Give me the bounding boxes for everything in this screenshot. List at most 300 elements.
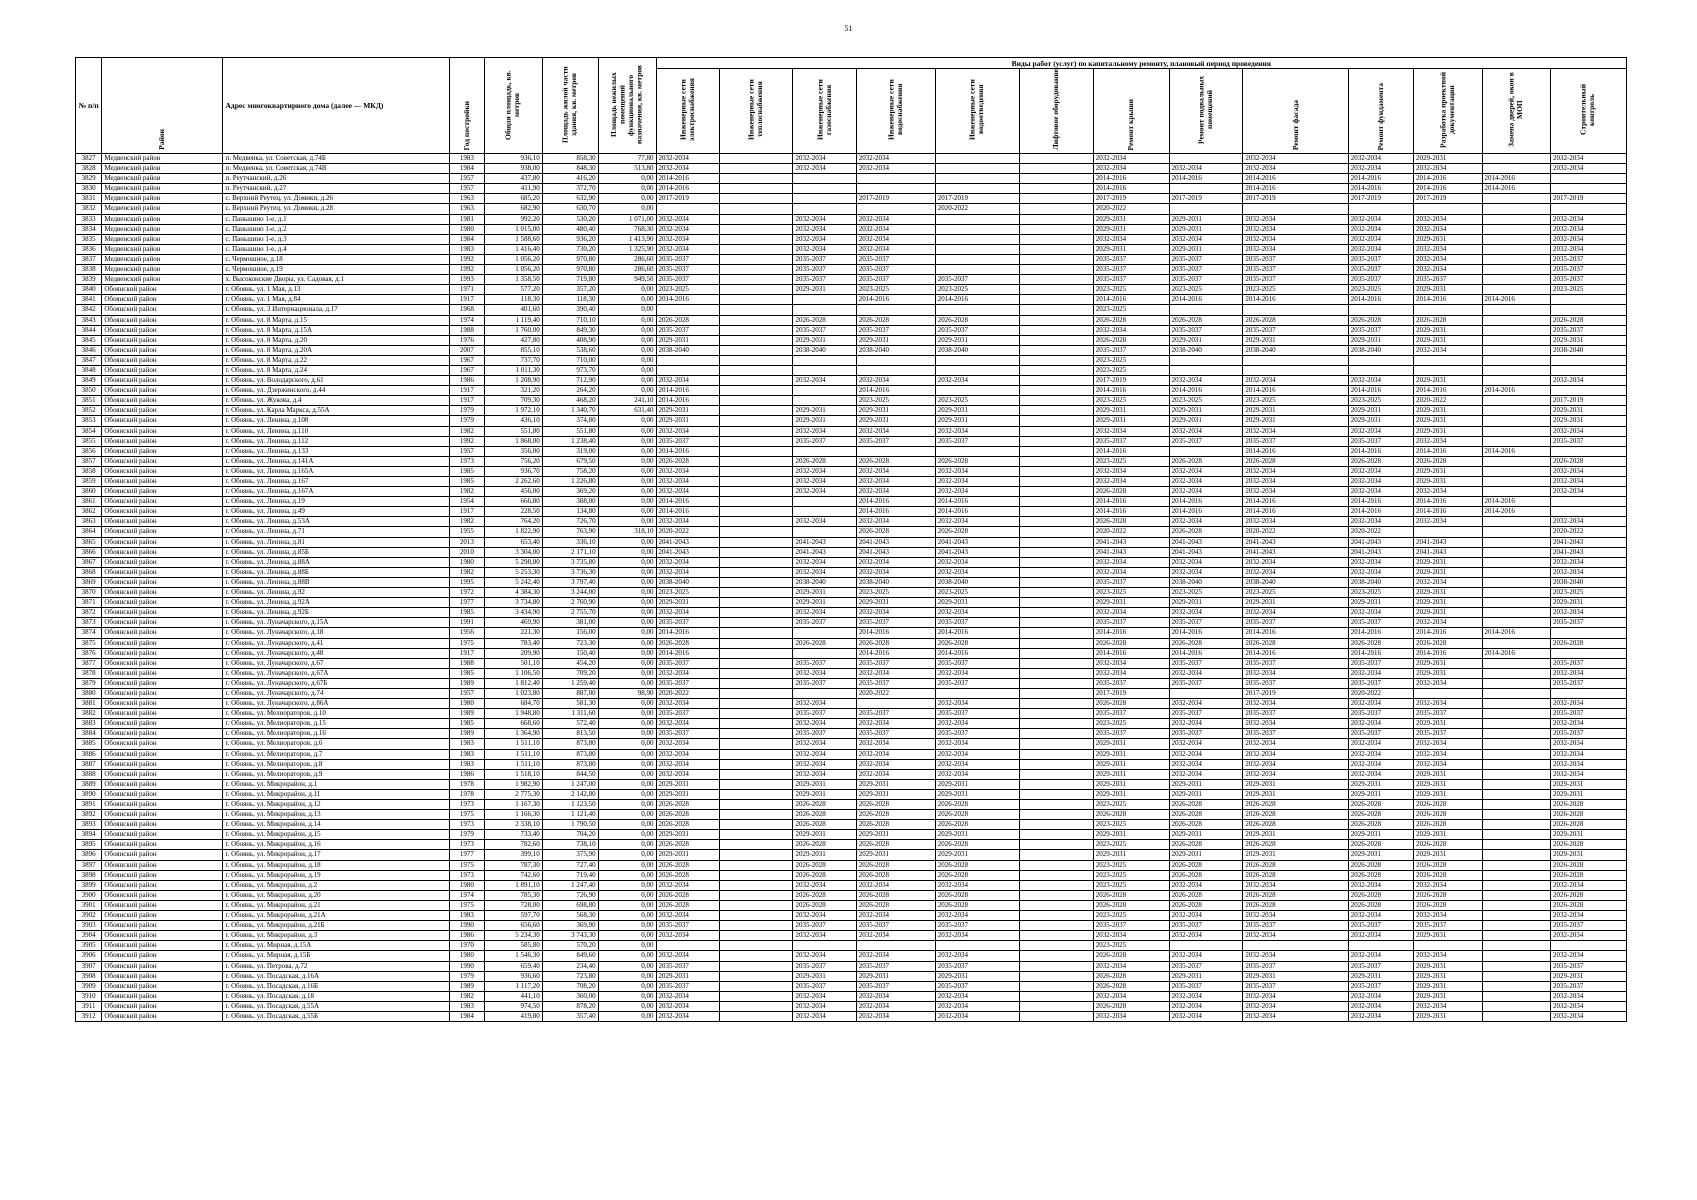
table-cell: 2029-2031 bbox=[793, 588, 856, 598]
table-cell bbox=[856, 184, 935, 194]
table-cell: г. Обоянь, ул. Дзержинского, д.44 bbox=[223, 386, 450, 396]
table-cell: 0,00 bbox=[598, 608, 656, 618]
table-cell bbox=[1019, 709, 1093, 719]
table-cell: 719,80 bbox=[542, 275, 598, 285]
table-cell: 3891 bbox=[76, 800, 102, 810]
table-cell: г. Обоянь, ул. Микрорайон, д.17 bbox=[223, 850, 450, 860]
table-cell: 2032-2034 bbox=[935, 567, 1019, 577]
table-cell: 0,00 bbox=[598, 537, 656, 547]
table-row bbox=[76, 537, 1627, 547]
table-cell: 2035-2037 bbox=[856, 275, 935, 285]
table-cell: 3834 bbox=[76, 224, 102, 234]
table-cell: г. Обоянь, ул. Микрорайон, д.21А bbox=[223, 911, 450, 921]
table-cell: 1980 bbox=[450, 880, 485, 890]
table-cell: 401,60 bbox=[484, 305, 542, 315]
table-cell bbox=[1482, 466, 1550, 476]
table-cell: 2014-2016 bbox=[1482, 648, 1550, 658]
table-cell: с. Чермошное, д.19 bbox=[223, 265, 450, 275]
table-cell: 2032-2034 bbox=[1348, 911, 1413, 921]
table-cell bbox=[935, 164, 1019, 174]
table-cell bbox=[719, 234, 793, 244]
table-cell: 2032-2034 bbox=[856, 759, 935, 769]
table-cell: 970,80 bbox=[542, 254, 598, 264]
table-cell: Обоянский район bbox=[102, 577, 223, 587]
table-cell: 2026-2028 bbox=[793, 900, 856, 910]
table-cell: 2035-2037 bbox=[1093, 678, 1169, 688]
table-cell: 1917 bbox=[450, 396, 485, 406]
table-cell: 1988 bbox=[450, 325, 485, 335]
table-cell: 2038-2040 bbox=[1550, 345, 1626, 355]
table-cell: 2035-2037 bbox=[1093, 265, 1169, 275]
table-cell: 727,40 bbox=[542, 860, 598, 870]
table-cell: г. Обоянь, ул. Луначарского, д.74 bbox=[223, 688, 450, 698]
table-cell: 873,80 bbox=[542, 759, 598, 769]
table-cell: 2035-2037 bbox=[935, 658, 1019, 668]
table-cell: 3892 bbox=[76, 810, 102, 820]
table-cell: 2035-2037 bbox=[1550, 729, 1626, 739]
table-cell: г. Обоянь, ул. Мелиораторов, д.7 bbox=[223, 749, 450, 759]
table-cell: 2014-2016 bbox=[1169, 497, 1243, 507]
table-cell bbox=[1482, 840, 1550, 850]
table-cell bbox=[1019, 699, 1093, 709]
table-cell: Медвенский район bbox=[102, 154, 223, 164]
table-cell: 738,10 bbox=[542, 840, 598, 850]
table-cell: 2032-2034 bbox=[1550, 487, 1626, 497]
table-cell: 936,70 bbox=[484, 466, 542, 476]
table-cell: 723,80 bbox=[542, 971, 598, 981]
table-cell: г. Обоянь, ул. Микрорайон, д.19 bbox=[223, 870, 450, 880]
table-cell: 2029-2031 bbox=[1414, 991, 1482, 1001]
table-cell bbox=[935, 244, 1019, 254]
table-cell: 3835 bbox=[76, 234, 102, 244]
table-cell bbox=[1414, 305, 1482, 315]
table-cell: 2029-2031 bbox=[1414, 376, 1482, 386]
header-work-5: Лифтовое оборудование bbox=[1019, 69, 1093, 154]
table-cell bbox=[1019, 497, 1093, 507]
table-cell: 3877 bbox=[76, 658, 102, 668]
table-cell: 2026-2028 bbox=[793, 840, 856, 850]
table-cell: Обоянский район bbox=[102, 588, 223, 598]
table-cell bbox=[1550, 688, 1626, 698]
table-cell: 2038-2040 bbox=[1348, 345, 1413, 355]
table-cell: 2026-2028 bbox=[856, 800, 935, 810]
table-cell bbox=[793, 194, 856, 204]
table-cell: 2026-2028 bbox=[1093, 1001, 1169, 1011]
table-cell: 2014-2016 bbox=[856, 648, 935, 658]
table-cell: 1 982,90 bbox=[484, 779, 542, 789]
table-cell: 2032-2034 bbox=[656, 234, 719, 244]
table-cell bbox=[1550, 386, 1626, 396]
table-cell: 2035-2037 bbox=[856, 981, 935, 991]
table-cell: 2026-2028 bbox=[1550, 315, 1626, 325]
table-row bbox=[76, 890, 1627, 900]
table-cell: 2035-2037 bbox=[793, 254, 856, 264]
table-cell: 3842 bbox=[76, 305, 102, 315]
table-cell: г. Обоянь, ул. 8 Марта, д.15 bbox=[223, 315, 450, 325]
table-row bbox=[76, 800, 1627, 810]
table-cell: 2041-2043 bbox=[1169, 537, 1243, 547]
table-cell: 1967 bbox=[450, 365, 485, 375]
table-row bbox=[76, 325, 1627, 335]
table-cell: 0,00 bbox=[598, 477, 656, 487]
table-cell: 2032-2034 bbox=[1243, 769, 1348, 779]
table-cell: 3905 bbox=[76, 941, 102, 951]
table-cell: 2035-2037 bbox=[1550, 658, 1626, 668]
table-row bbox=[76, 648, 1627, 658]
table-cell bbox=[793, 305, 856, 315]
table-cell: 2029-2031 bbox=[1414, 830, 1482, 840]
table-cell: 2032-2034 bbox=[656, 719, 719, 729]
table-cell: 1917 bbox=[450, 295, 485, 305]
table-cell: 2014-2016 bbox=[1243, 295, 1348, 305]
table-cell: 3846 bbox=[76, 345, 102, 355]
table-cell: с. Паньшино 1-е, д.1 bbox=[223, 214, 450, 224]
table-cell: Медвенский район bbox=[102, 194, 223, 204]
table-cell: 3845 bbox=[76, 335, 102, 345]
table-cell: 2041-2043 bbox=[1414, 547, 1482, 557]
table-cell: 2032-2034 bbox=[1550, 1011, 1626, 1021]
table-cell: 2041-2043 bbox=[1348, 537, 1413, 547]
table-cell: 2035-2037 bbox=[656, 678, 719, 688]
table-cell: 419,80 bbox=[484, 1011, 542, 1021]
table-cell: 666,80 bbox=[484, 497, 542, 507]
table-cell: 2026-2028 bbox=[856, 900, 935, 910]
table-cell bbox=[1019, 668, 1093, 678]
table-cell: 2032-2034 bbox=[1348, 1001, 1413, 1011]
table-cell: 2014-2016 bbox=[856, 628, 935, 638]
table-cell: 2032-2034 bbox=[1414, 880, 1482, 890]
table-cell: г. Обоянь, ул. Ленина, д.19 bbox=[223, 497, 450, 507]
table-cell: 2029-2031 bbox=[1414, 557, 1482, 567]
table-cell: 1973 bbox=[450, 840, 485, 850]
table-cell: 3848 bbox=[76, 365, 102, 375]
table-cell: Медвенский район bbox=[102, 164, 223, 174]
table-cell: 3908 bbox=[76, 971, 102, 981]
table-cell: 2032-2034 bbox=[1550, 557, 1626, 567]
table-cell bbox=[1019, 224, 1093, 234]
table-cell bbox=[719, 749, 793, 759]
table-cell: 2023-2025 bbox=[1243, 588, 1348, 598]
table-cell: 2032-2034 bbox=[793, 234, 856, 244]
table-cell: 1973 bbox=[450, 456, 485, 466]
table-cell bbox=[719, 830, 793, 840]
table-cell: 2035-2037 bbox=[1414, 275, 1482, 285]
table-cell: 2026-2028 bbox=[856, 810, 935, 820]
table-cell: 2035-2037 bbox=[793, 436, 856, 446]
table-cell bbox=[1243, 365, 1348, 375]
table-cell: 2032-2034 bbox=[1243, 951, 1348, 961]
table-row bbox=[76, 487, 1627, 497]
table-cell bbox=[719, 991, 793, 1001]
table-cell: 2029-2031 bbox=[1348, 789, 1413, 799]
table-cell: Обоянский район bbox=[102, 557, 223, 567]
table-cell bbox=[1019, 779, 1093, 789]
table-row bbox=[76, 577, 1627, 587]
table-cell: 3909 bbox=[76, 981, 102, 991]
table-cell: 2032-2034 bbox=[793, 759, 856, 769]
table-cell: 513,80 bbox=[598, 164, 656, 174]
table-cell bbox=[719, 456, 793, 466]
table-row bbox=[76, 991, 1627, 1001]
table-cell: 2035-2037 bbox=[1093, 577, 1169, 587]
table-cell bbox=[1482, 719, 1550, 729]
table-cell: 2032-2034 bbox=[1550, 234, 1626, 244]
table-cell: 2032-2034 bbox=[793, 517, 856, 527]
table-cell bbox=[719, 244, 793, 254]
table-cell: 0,00 bbox=[598, 466, 656, 476]
table-cell: 2029-2031 bbox=[935, 779, 1019, 789]
table-cell: 2032-2034 bbox=[1348, 951, 1413, 961]
table-cell: 360,00 bbox=[542, 991, 598, 1001]
table-cell: 2032-2034 bbox=[1093, 234, 1169, 244]
table-cell: г. Обоянь, ул. Микрорайон, д.14 bbox=[223, 820, 450, 830]
table-cell: 783,40 bbox=[484, 638, 542, 648]
table-cell bbox=[1482, 244, 1550, 254]
table-cell: 858,30 bbox=[542, 154, 598, 164]
table-row bbox=[76, 911, 1627, 921]
table-cell: г. Обоянь, ул. Ленина, д.167 bbox=[223, 477, 450, 487]
table-cell bbox=[1414, 355, 1482, 365]
table-cell: 2014-2016 bbox=[1348, 446, 1413, 456]
table-cell: 2014-2016 bbox=[935, 648, 1019, 658]
table-row bbox=[76, 154, 1627, 164]
table-cell bbox=[719, 487, 793, 497]
table-cell: 2032-2034 bbox=[1169, 477, 1243, 487]
table-cell: 2026-2028 bbox=[793, 800, 856, 810]
table-cell: 992,20 bbox=[484, 214, 542, 224]
table-cell bbox=[719, 386, 793, 396]
table-cell: 2029-2031 bbox=[935, 416, 1019, 426]
table-cell: 2014-2016 bbox=[1414, 507, 1482, 517]
table-cell: 2026-2028 bbox=[856, 315, 935, 325]
table-row bbox=[76, 275, 1627, 285]
table-cell bbox=[719, 890, 793, 900]
table-cell: 2032-2034 bbox=[856, 234, 935, 244]
table-cell: 2026-2028 bbox=[1093, 638, 1169, 648]
table-cell: 2032-2034 bbox=[793, 557, 856, 567]
table-cell: 375,90 bbox=[542, 850, 598, 860]
table-cell: 2 760,90 bbox=[542, 598, 598, 608]
table-cell: 2023-2025 bbox=[1093, 820, 1169, 830]
table-cell: 3849 bbox=[76, 376, 102, 386]
table-cell: 1 121,40 bbox=[542, 810, 598, 820]
table-cell: Медвенский район bbox=[102, 254, 223, 264]
table-cell bbox=[1482, 981, 1550, 991]
table-cell: 2032-2034 bbox=[1243, 376, 1348, 386]
table-cell: 2041-2043 bbox=[656, 537, 719, 547]
table-cell: 1980 bbox=[450, 224, 485, 234]
table-cell: 2032-2034 bbox=[656, 911, 719, 921]
table-cell: 1975 bbox=[450, 860, 485, 870]
table-cell: 0,00 bbox=[598, 830, 656, 840]
table-cell bbox=[719, 547, 793, 557]
table-cell bbox=[1482, 1011, 1550, 1021]
table-cell: 2032-2034 bbox=[793, 931, 856, 941]
table-cell bbox=[1482, 941, 1550, 951]
table-cell: 2026-2028 bbox=[656, 820, 719, 830]
table-cell: 2029-2031 bbox=[1550, 971, 1626, 981]
table-row bbox=[76, 860, 1627, 870]
table-cell: 2026-2028 bbox=[1093, 951, 1169, 961]
table-cell: 2014-2016 bbox=[1243, 497, 1348, 507]
table-cell: 2029-2031 bbox=[1169, 214, 1243, 224]
table-cell: 0,00 bbox=[598, 355, 656, 365]
table-row bbox=[76, 961, 1627, 971]
table-cell: 3855 bbox=[76, 436, 102, 446]
table-cell: 2026-2028 bbox=[793, 890, 856, 900]
table-cell: 2032-2034 bbox=[793, 911, 856, 921]
table-cell: 3 735,80 bbox=[542, 557, 598, 567]
table-cell: с. Верхний Реутец, ул. Домики, д.28 bbox=[223, 204, 450, 214]
table-cell: 2023-2025 bbox=[1093, 800, 1169, 810]
table-cell: 2014-2016 bbox=[1414, 184, 1482, 194]
header-num: № п/п bbox=[76, 58, 102, 154]
table-cell: 2026-2028 bbox=[1243, 890, 1348, 900]
table-cell: 0,00 bbox=[598, 638, 656, 648]
table-cell: 2032-2034 bbox=[793, 951, 856, 961]
table-cell: 1978 bbox=[450, 789, 485, 799]
table-cell: г. Обоянь, ул. 1 Мая, д.13 bbox=[223, 285, 450, 295]
table-cell: Обоянский район bbox=[102, 830, 223, 840]
table-cell: 2035-2037 bbox=[1169, 618, 1243, 628]
table-cell: г. Обоянь, ул. Ленина, д.108 bbox=[223, 416, 450, 426]
table-cell: Обоянский район bbox=[102, 497, 223, 507]
table-cell: 2026-2028 bbox=[1414, 890, 1482, 900]
table-cell: 2029-2031 bbox=[1243, 416, 1348, 426]
table-cell bbox=[1348, 941, 1413, 951]
table-cell: 2032-2034 bbox=[1243, 880, 1348, 890]
table-cell bbox=[1019, 870, 1093, 880]
table-row bbox=[76, 456, 1627, 466]
table-cell: 2029-2031 bbox=[1093, 739, 1169, 749]
table-cell: 3901 bbox=[76, 900, 102, 910]
table-cell: 0,00 bbox=[598, 931, 656, 941]
table-cell: 2032-2034 bbox=[856, 466, 935, 476]
table-cell: 2032-2034 bbox=[1093, 426, 1169, 436]
table-cell: 2032-2034 bbox=[935, 699, 1019, 709]
table-cell: 2032-2034 bbox=[1414, 265, 1482, 275]
table-cell: 2014-2016 bbox=[1414, 497, 1482, 507]
table-cell: 369,20 bbox=[542, 487, 598, 497]
table-cell: г. Обоянь, ул. Микрорайон, д.16 bbox=[223, 840, 450, 850]
table-cell: г. Обоянь, ул. Посадская, д.18 bbox=[223, 991, 450, 1001]
table-cell: 2026-2028 bbox=[1243, 638, 1348, 648]
table-cell: 2014-2016 bbox=[1414, 295, 1482, 305]
table-cell bbox=[1019, 154, 1093, 164]
table-cell: 1979 bbox=[450, 971, 485, 981]
table-cell: 2023-2025 bbox=[1093, 396, 1169, 406]
table-cell bbox=[1019, 184, 1093, 194]
table-cell: Обоянский район bbox=[102, 678, 223, 688]
table-cell: 1 511,10 bbox=[484, 749, 542, 759]
table-cell: 2029-2031 bbox=[793, 416, 856, 426]
table-row bbox=[76, 234, 1627, 244]
table-cell: 3867 bbox=[76, 557, 102, 567]
table-cell: 2032-2034 bbox=[1348, 769, 1413, 779]
table-cell: 2029-2031 bbox=[1414, 608, 1482, 618]
table-cell: 2035-2037 bbox=[656, 436, 719, 446]
table-cell: 437,80 bbox=[484, 174, 542, 184]
table-cell: 2032-2034 bbox=[856, 487, 935, 497]
table-cell: п. Медвенка, ул. Советская, д.74Б bbox=[223, 154, 450, 164]
table-cell: 2038-2040 bbox=[656, 577, 719, 587]
table-cell: 2026-2028 bbox=[1550, 456, 1626, 466]
table-cell bbox=[719, 678, 793, 688]
table-cell bbox=[935, 254, 1019, 264]
table-cell: 887,00 bbox=[542, 688, 598, 698]
header-work-3: Инженерные сети водоснабжения bbox=[856, 69, 935, 154]
table-cell: 2032-2034 bbox=[856, 668, 935, 678]
table-cell bbox=[793, 386, 856, 396]
table-cell: 2032-2034 bbox=[1243, 991, 1348, 1001]
table-row bbox=[76, 870, 1627, 880]
table-cell bbox=[1482, 416, 1550, 426]
table-cell: 2026-2028 bbox=[856, 456, 935, 466]
table-cell: 318,10 bbox=[598, 527, 656, 537]
table-cell: 0,00 bbox=[598, 1011, 656, 1021]
table-cell: 2026-2028 bbox=[656, 810, 719, 820]
table-cell: 2029-2031 bbox=[1550, 598, 1626, 608]
table-cell: Обоянский район bbox=[102, 911, 223, 921]
table-cell: 0,00 bbox=[598, 981, 656, 991]
table-cell bbox=[793, 507, 856, 517]
table-cell: 2029-2031 bbox=[1414, 971, 1482, 981]
table-cell bbox=[793, 204, 856, 214]
table-cell: 2029-2031 bbox=[793, 335, 856, 345]
table-cell: 2023-2025 bbox=[1093, 355, 1169, 365]
table-cell: 1975 bbox=[450, 900, 485, 910]
table-cell: 2026-2028 bbox=[656, 900, 719, 910]
table-cell: 2041-2043 bbox=[1550, 547, 1626, 557]
table-row bbox=[76, 477, 1627, 487]
table-cell: 2032-2034 bbox=[1169, 749, 1243, 759]
table-cell: 1 891,10 bbox=[484, 880, 542, 890]
table-cell: 3836 bbox=[76, 244, 102, 254]
table-cell: 2017-2019 bbox=[1243, 194, 1348, 204]
table-cell: 0,00 bbox=[598, 991, 656, 1001]
table-cell: 1957 bbox=[450, 174, 485, 184]
table-cell bbox=[719, 275, 793, 285]
table-cell: 2026-2028 bbox=[1243, 900, 1348, 910]
table-cell: 1968 bbox=[450, 305, 485, 315]
table-cell: 0,00 bbox=[598, 487, 656, 497]
table-cell: 2026-2028 bbox=[1414, 810, 1482, 820]
table-cell: 2032-2034 bbox=[856, 931, 935, 941]
table-cell: 2029-2031 bbox=[793, 971, 856, 981]
table-cell: 2032-2034 bbox=[1243, 699, 1348, 709]
table-cell: 2026-2028 bbox=[1169, 900, 1243, 910]
table-cell: 2014-2016 bbox=[1348, 184, 1413, 194]
table-cell bbox=[793, 295, 856, 305]
table-cell: Обоянский район bbox=[102, 709, 223, 719]
table-cell: 98,90 bbox=[598, 688, 656, 698]
table-cell: 2026-2028 bbox=[1169, 820, 1243, 830]
table-cell: г. Обоянь, ул. Микрорайон, д.2 bbox=[223, 880, 450, 890]
table-cell: 2023-2025 bbox=[856, 396, 935, 406]
table-cell bbox=[1482, 577, 1550, 587]
table-cell bbox=[1019, 648, 1093, 658]
table-row bbox=[76, 164, 1627, 174]
table-row bbox=[76, 900, 1627, 910]
table-cell: 2029-2031 bbox=[856, 598, 935, 608]
table-cell: 2032-2034 bbox=[1550, 426, 1626, 436]
table-cell: г. Обоянь, ул. Петрова, д.72 bbox=[223, 961, 450, 971]
table-cell: 3865 bbox=[76, 537, 102, 547]
table-cell bbox=[935, 688, 1019, 698]
table-cell bbox=[856, 174, 935, 184]
table-cell: г. Обоянь, ул. Мирная, д.15А bbox=[223, 941, 450, 951]
table-cell: 2026-2028 bbox=[1243, 820, 1348, 830]
